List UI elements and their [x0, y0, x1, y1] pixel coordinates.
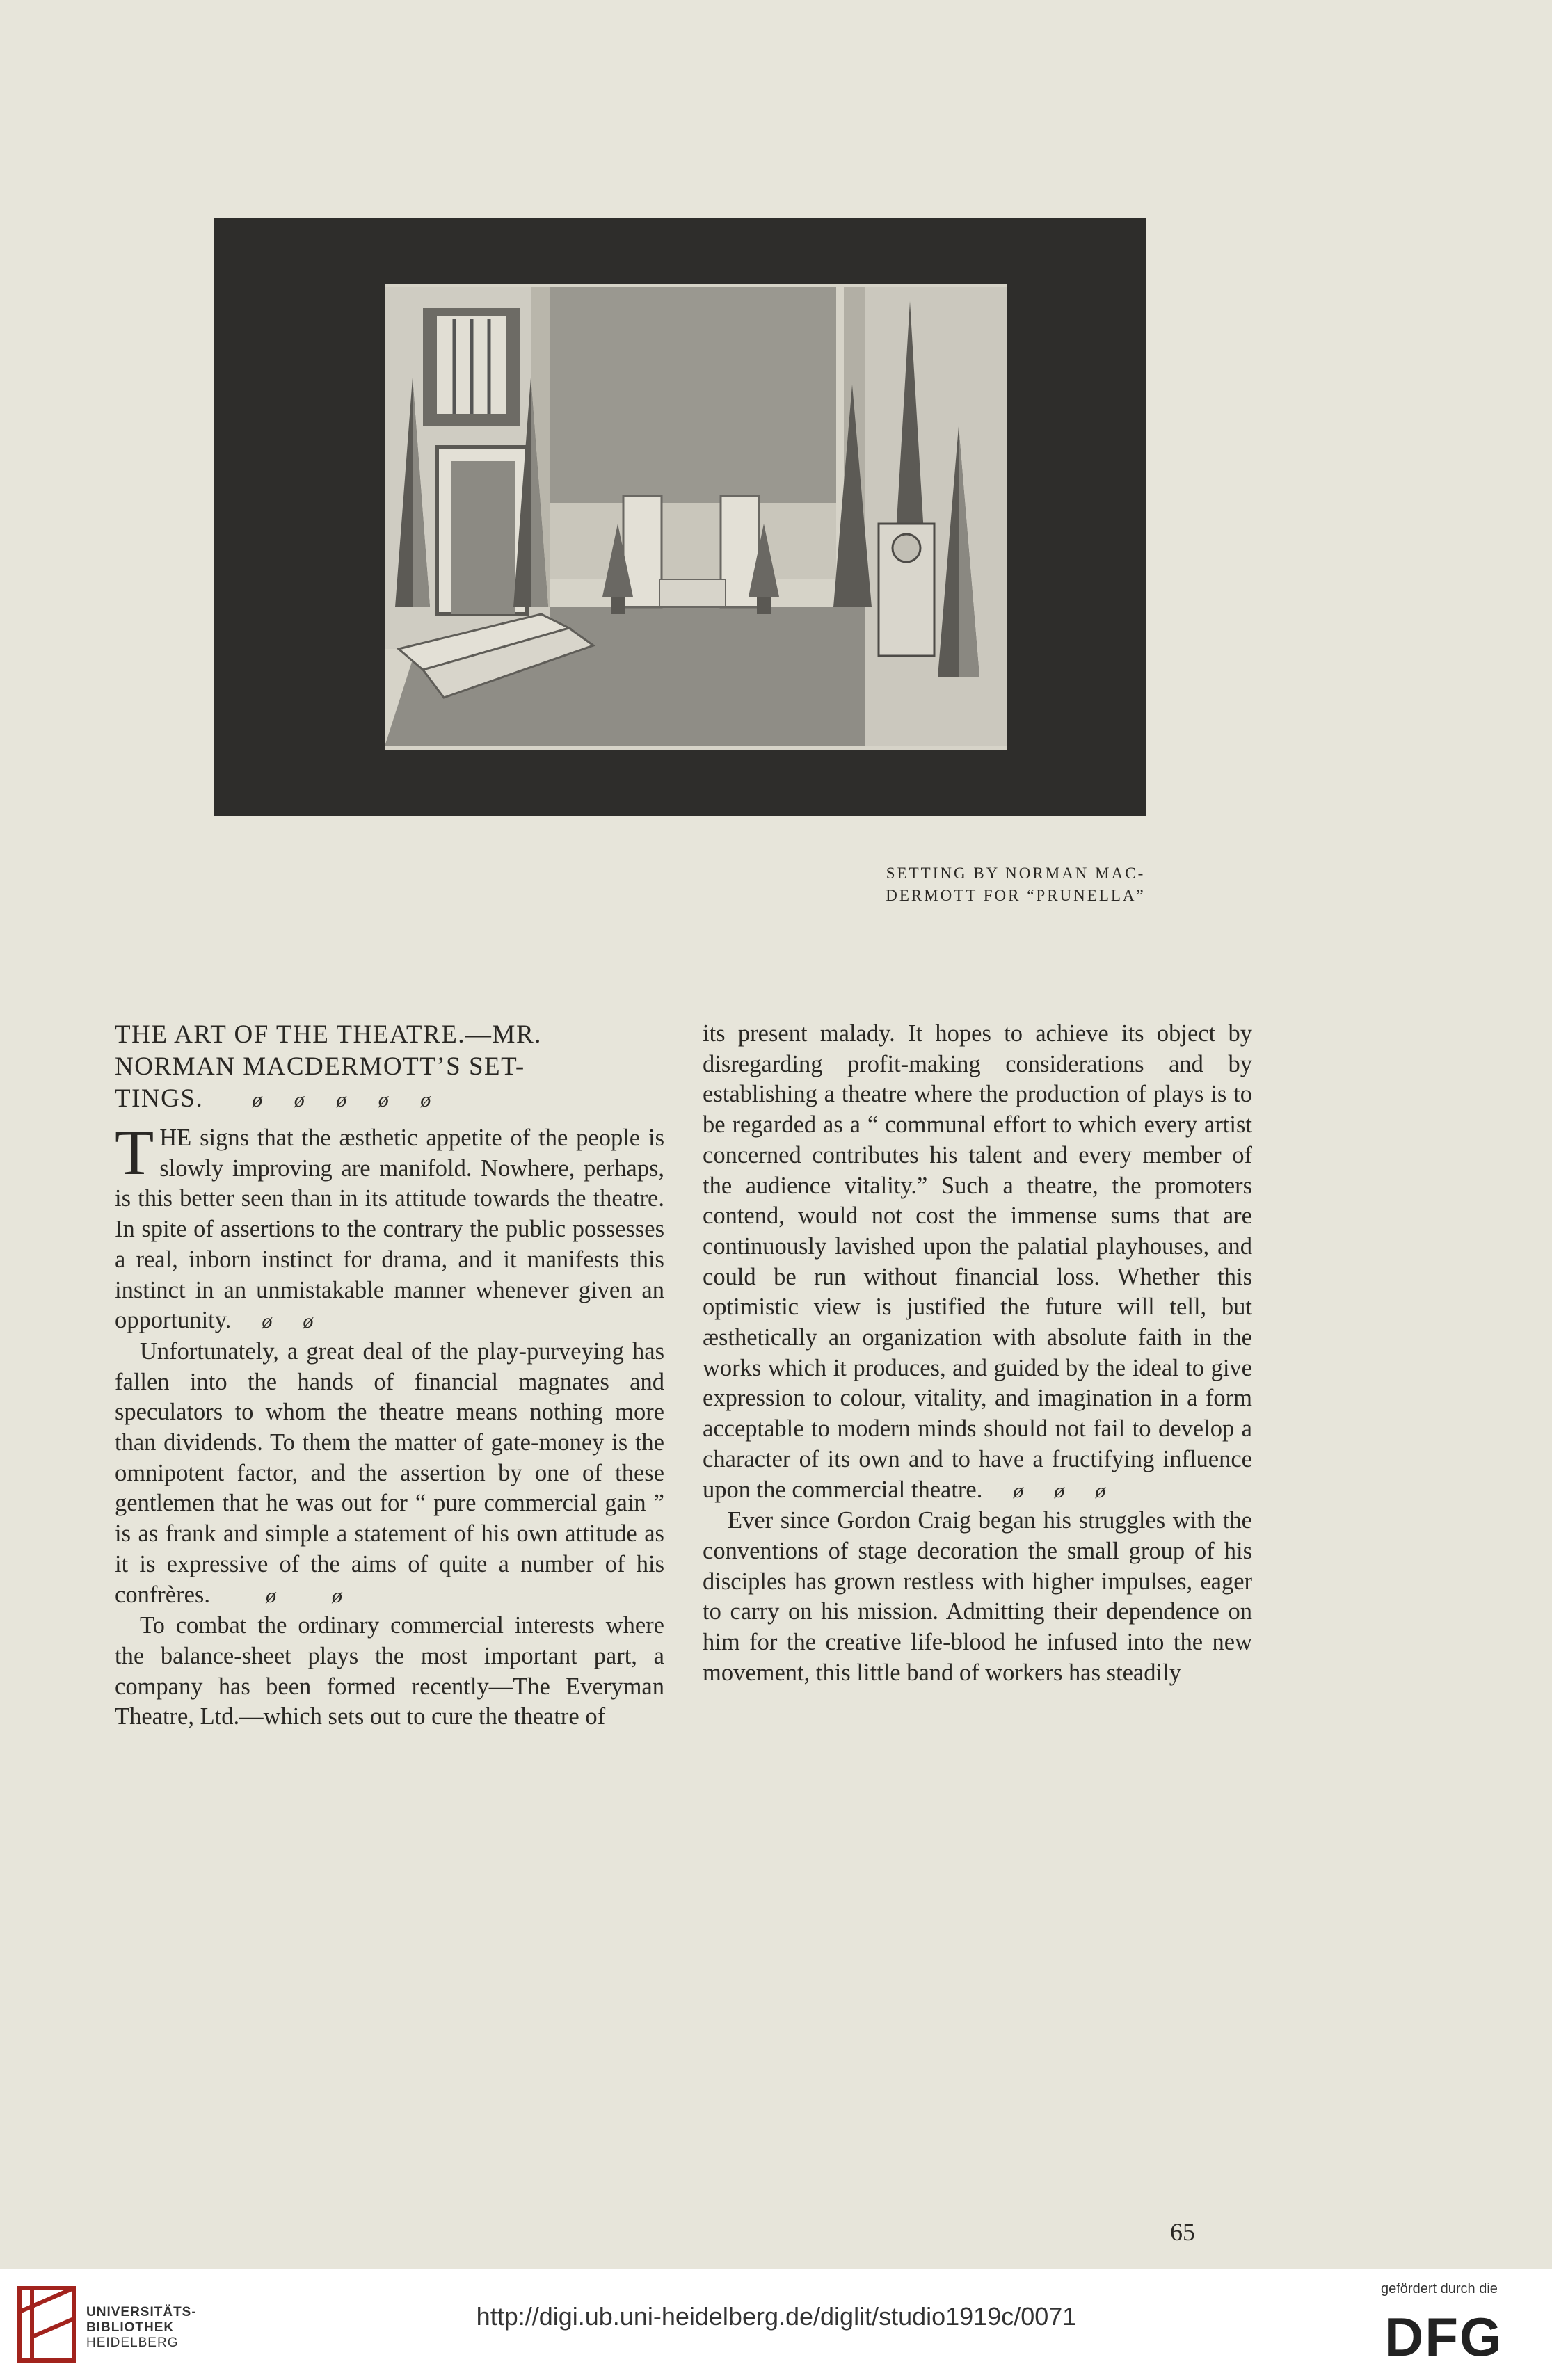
leaf-ornament: ø: [378, 1088, 390, 1111]
leaf-ornament: ø: [420, 1088, 432, 1111]
leaf-ornament: ø: [1095, 1479, 1106, 1502]
heading-line: NORMAN MACDERMOTT’S SET-: [115, 1052, 525, 1081]
leaf-ornament: ø: [303, 1310, 314, 1333]
leaf-ornament: ø: [252, 1088, 264, 1111]
source-url-link[interactable]: http://digi.ub.uni-heidelberg.de/diglit/studio1919c/0071: [476, 2302, 1077, 2331]
paragraph-text: HE signs that the æsthetic appetite of the people is slowly improving are manifold. Nowhere, perhaps, is this better seen than in its attitude towards the theatre. In spite of assertions to the contrary the public possesses a real, inborn instinct for drama, and it manifests this instinct in an unmistakable manner whenever given an opportunity.: [115, 1125, 664, 1334]
drop-cap: T: [115, 1117, 154, 1188]
leaf-ornament: ø: [336, 1088, 348, 1111]
right-column: [703, 1019, 1252, 1688]
leaf-ornament: ø: [1013, 1479, 1024, 1502]
library-name-line: BIBLIOTHEK: [86, 2320, 175, 2335]
library-name-line: HEIDELBERG: [86, 2335, 179, 2350]
paragraph-text: Unfortunately, a great deal of the play-purveying has fallen into the hands of financial magnates and speculators to whom the theatre means nothing more than dividends. To them the matter of gate-money is the omnipotent factor, and the assertion by one of these gentlemen that he was out for “ pure commercial gain ” is as frank and simple a statement of his own attitude as it is expressive of the aims of quite a number of his confrères.: [115, 1337, 664, 1608]
library-name: [86, 2305, 197, 2351]
paragraph: [703, 1019, 1252, 1506]
paragraph-text: its present malady. It hopes to achieve its object by disregarding profit-making considerations and by establishing a theatre where the production of plays is to be regarded as a “ communal effort to which every artist concerned contributes his talent and every member of the audience vitality.” Such a theatre, the promoters contend, would not cost the immense sums that are continuously lavished upon the palatial playhouses, and could be run without financial loss. Whether this optimistic view is justified the future will tell, but æsthetically an organization with absolute faith in the works which it produces, and guided by the ideal to give expression to colour, vitality, and imagination in a form acceptable to modern minds should not fail to develop a character of its own and to have a fructifying influence upon the commercial theatre.: [703, 1020, 1252, 1503]
article-heading: [115, 1019, 664, 1116]
library-name-line: UNIVERSITÄTS-: [86, 2305, 197, 2319]
leaf-ornament: ø: [1054, 1479, 1065, 1502]
caption-line: SETTING BY NORMAN MAC-: [886, 865, 1146, 882]
caption-line: DERMOTT FOR “PRUNELLA”: [886, 887, 1146, 904]
leaf-ornament: ø: [294, 1088, 306, 1111]
leaf-ornament: ø: [331, 1584, 342, 1607]
paragraph: [115, 1337, 664, 1611]
paragraph: To combat the ordinary commercial interests where the balance-sheet plays the most important part, a company has been formed recently—The Everyman Theatre, Ltd.—which sets out to cure the theatre of: [115, 1612, 664, 1730]
heading-line-text: TINGS.: [115, 1084, 204, 1113]
leaf-ornament: ø: [265, 1584, 276, 1607]
funded-by-label: gefördert durch die: [1381, 2281, 1498, 2297]
stage-setting-illustration: [214, 218, 1146, 816]
leaf-ornament: ø: [262, 1310, 273, 1333]
left-column: [115, 1019, 664, 1732]
heading-line: [115, 1083, 664, 1116]
footer-bar: [0, 2269, 1552, 2380]
page-number: 65: [1170, 2218, 1195, 2246]
paragraph: [115, 1117, 664, 1337]
paragraph: Ever since Gordon Craig began his struggles with the conventions of stage decoration the small group of his disciples has grown restless with higher impulses, eager to carry on his mission. Admitting their dependence on him for the creative life-blood he infused into the new movement, this little band of workers has steadily: [703, 1507, 1252, 1686]
library-logo-icon: [15, 2284, 78, 2365]
illustration-caption: [821, 862, 1210, 907]
dfg-logo: DFG: [1384, 2306, 1503, 2367]
heading-line: THE ART OF THE THEATRE.—MR.: [115, 1020, 542, 1049]
